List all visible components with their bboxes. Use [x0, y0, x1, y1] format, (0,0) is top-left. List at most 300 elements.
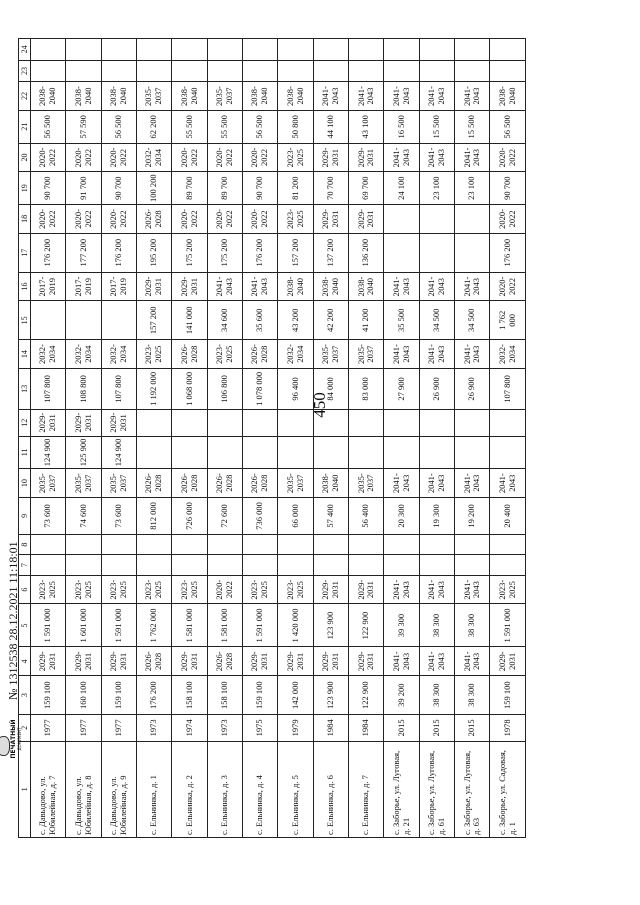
table-cell: 42 200 [313, 301, 348, 340]
table-cell: 26 900 [419, 368, 454, 409]
table-cell: 2038-2040 [278, 272, 313, 301]
table-cell: 2020-2022 [66, 143, 101, 172]
table-cell: 123 900 [313, 604, 348, 647]
column-number: 18 [19, 205, 31, 234]
table-cell: 15 500 [419, 110, 454, 143]
table-cell: 1975 [243, 715, 278, 742]
table-cell: 90 700 [490, 172, 526, 205]
table-cell: 89 700 [172, 172, 207, 205]
table-cell: 41 200 [349, 301, 384, 340]
schedule-table [18, 38, 526, 838]
table-cell [243, 60, 278, 82]
table-cell [455, 233, 490, 272]
table-row [207, 39, 242, 838]
table-cell: 2035-2037 [349, 340, 384, 369]
table-cell [207, 555, 242, 575]
table-cell: 2038-2040 [31, 82, 66, 111]
table-cell [455, 534, 490, 554]
page-number: 450 [310, 392, 329, 418]
table-cell: 70 700 [313, 172, 348, 205]
table-cell: 1 078 000 [243, 368, 278, 409]
table-cell: 2020-2022 [31, 143, 66, 172]
table-cell: 2038-2040 [101, 82, 136, 111]
table-cell: 2035-2037 [66, 469, 101, 498]
table-cell: 72 600 [207, 497, 242, 534]
table-cell: 15 500 [455, 110, 490, 143]
table-cell: 2029-2031 [66, 409, 101, 436]
table-row [384, 39, 419, 838]
column-number: 2 [19, 715, 31, 742]
table-cell: 726 000 [172, 497, 207, 534]
table-cell: 2023-2025 [137, 340, 172, 369]
table-cell: 2026-2028 [207, 647, 242, 676]
table-cell: 1974 [172, 715, 207, 742]
table-cell: 2038-2040 [243, 82, 278, 111]
table-cell [349, 555, 384, 575]
table-cell: 38 300 [419, 676, 454, 715]
table-row [172, 39, 207, 838]
table-cell: 2017-2019 [31, 272, 66, 301]
table-cell [419, 205, 454, 234]
table-cell: 2020-2022 [172, 205, 207, 234]
table-cell: 16 500 [384, 110, 419, 143]
table-cell: 34 600 [207, 301, 242, 340]
table-row [137, 39, 172, 838]
table-cell [349, 60, 384, 82]
table-cell [31, 555, 66, 575]
table-cell [419, 39, 454, 61]
table-cell [384, 205, 419, 234]
table-cell [419, 60, 454, 82]
table-cell: 2041-2043 [384, 469, 419, 498]
table-cell: 107 800 [31, 368, 66, 409]
table-cell [349, 534, 384, 554]
address-cell: с. Давыдово, ул. Юбилейная, д. 9 [101, 741, 136, 837]
table-cell [490, 60, 526, 82]
table-cell: 1 420 000 [278, 604, 313, 647]
address-cell: с. Ельнинка, д. 3 [207, 741, 242, 837]
table-cell: 158 100 [172, 676, 207, 715]
table-cell: 34 500 [455, 301, 490, 340]
column-number: 13 [19, 368, 31, 409]
table-cell: 2035-2037 [278, 469, 313, 498]
table-cell [278, 60, 313, 82]
table-cell: 26 900 [455, 368, 490, 409]
table-cell [101, 39, 136, 61]
table-cell: 2015 [419, 715, 454, 742]
table-cell: 2026-2028 [172, 469, 207, 498]
table-cell: 2029-2031 [349, 143, 384, 172]
table-cell: 123 900 [313, 676, 348, 715]
table-cell: 1977 [31, 715, 66, 742]
table-cell: 2041-2043 [455, 272, 490, 301]
table-cell: 2035-2037 [101, 469, 136, 498]
address-cell: с. Заборье, ул. Луговая, д. 61 [419, 741, 454, 837]
table-cell: 2026-2028 [243, 340, 278, 369]
column-number: 20 [19, 143, 31, 172]
table-cell [66, 555, 101, 575]
table-cell: 2020-2022 [490, 143, 526, 172]
table-cell: 160 100 [66, 676, 101, 715]
table-cell [384, 436, 419, 469]
table-cell: 2038-2040 [66, 82, 101, 111]
table-cell [137, 555, 172, 575]
column-number: 1 [19, 741, 31, 837]
table-cell: 23 100 [419, 172, 454, 205]
table-cell: 56 400 [349, 497, 384, 534]
table-cell: 73 600 [101, 497, 136, 534]
table-cell: 2041-2043 [243, 272, 278, 301]
table-cell [66, 301, 101, 340]
table-cell: 1 192 000 [137, 368, 172, 409]
table-cell [419, 436, 454, 469]
table-cell: 2041-2043 [384, 575, 419, 604]
address-cell: с. Ельнинка, д. 1 [137, 741, 172, 837]
table-cell: 24 100 [384, 172, 419, 205]
table-cell: 2041-2043 [419, 575, 454, 604]
table-cell: 90 700 [31, 172, 66, 205]
table-cell: 38 300 [455, 604, 490, 647]
table-cell: 2026-2028 [243, 469, 278, 498]
table-cell: 2020-2022 [66, 205, 101, 234]
table-cell [172, 409, 207, 436]
table-cell: 2029-2031 [31, 409, 66, 436]
table-cell: 107 800 [101, 368, 136, 409]
table-cell: 38 300 [419, 604, 454, 647]
table-cell: 1 762 000 [490, 301, 526, 340]
table-cell [172, 436, 207, 469]
table-cell: 89 700 [207, 172, 242, 205]
table-cell: 2035-2037 [137, 82, 172, 111]
address-cell: с. Ельнинка, д. 7 [349, 741, 384, 837]
table-cell: 1977 [101, 715, 136, 742]
table-cell: 2023-2025 [207, 340, 242, 369]
table-cell: 176 200 [31, 233, 66, 272]
table-cell: 38 300 [455, 676, 490, 715]
table-cell: 2015 [384, 715, 419, 742]
table-cell: 2041-2043 [207, 272, 242, 301]
table-cell: 2041-2043 [419, 82, 454, 111]
table-cell: 2017-2019 [101, 272, 136, 301]
table-cell: 1977 [66, 715, 101, 742]
table-cell [31, 60, 66, 82]
table-cell: 2023-2025 [66, 575, 101, 604]
table-cell: 2035-2037 [313, 340, 348, 369]
table-cell [455, 39, 490, 61]
table-cell: 2020-2022 [243, 205, 278, 234]
table-cell: 2038-2040 [172, 82, 207, 111]
table-cell: 1 591 000 [101, 604, 136, 647]
table-cell: 2041-2043 [455, 469, 490, 498]
table-cell: 39 200 [384, 676, 419, 715]
table-cell: 1984 [349, 715, 384, 742]
table-cell: 1 762 000 [137, 604, 172, 647]
table-row [101, 39, 136, 838]
table-cell [137, 436, 172, 469]
table-cell: 2041-2043 [384, 340, 419, 369]
table-cell [313, 60, 348, 82]
table-cell: 141 000 [172, 301, 207, 340]
table-cell: 43 200 [278, 301, 313, 340]
table-cell: 2029-2031 [278, 647, 313, 676]
column-number: 6 [19, 575, 31, 604]
table-cell: 2041-2043 [419, 272, 454, 301]
table-cell: 2026-2028 [137, 205, 172, 234]
table-cell [278, 555, 313, 575]
table-cell: 2020-2022 [101, 205, 136, 234]
table-cell: 176 200 [243, 233, 278, 272]
table-cell: 2041-2043 [384, 272, 419, 301]
table-cell: 39 300 [384, 604, 419, 647]
table-cell [278, 39, 313, 61]
table-cell: 2017-2019 [66, 272, 101, 301]
table-cell: 2020-2022 [172, 143, 207, 172]
table-cell [313, 555, 348, 575]
table-cell [66, 60, 101, 82]
table-cell [419, 233, 454, 272]
table-cell [207, 436, 242, 469]
table-cell [101, 60, 136, 82]
table-cell: 2029-2031 [490, 647, 526, 676]
column-number: 22 [19, 82, 31, 111]
address-cell: с. Ельнинка, д. 5 [278, 741, 313, 837]
table-cell [313, 534, 348, 554]
table-cell [243, 436, 278, 469]
table-cell: 2032-2034 [66, 340, 101, 369]
address-cell: с. Ельнинка, д. 4 [243, 741, 278, 837]
table-cell: 2015 [455, 715, 490, 742]
address-cell: с. Ельнинка, д. 6 [313, 741, 348, 837]
table-cell: 81 200 [278, 172, 313, 205]
table-cell: 69 700 [349, 172, 384, 205]
table-cell: 2032-2034 [137, 143, 172, 172]
table-cell [172, 60, 207, 82]
table-cell: 73 600 [31, 497, 66, 534]
table-cell: 107 800 [490, 368, 526, 409]
table-cell [455, 205, 490, 234]
column-number: 12 [19, 409, 31, 436]
table-cell: 159 100 [490, 676, 526, 715]
table-cell: 1978 [490, 715, 526, 742]
table-cell: 2029-2031 [172, 647, 207, 676]
table-cell [207, 534, 242, 554]
table-cell: 44 100 [313, 110, 348, 143]
table-cell: 176 200 [101, 233, 136, 272]
table-cell: 2029-2031 [349, 205, 384, 234]
table-cell [31, 301, 66, 340]
table-cell: 1973 [207, 715, 242, 742]
table-cell: 56 500 [101, 110, 136, 143]
stamp-line-2: ДОКУМЕНТ [17, 727, 22, 751]
table-cell [66, 534, 101, 554]
table-cell [490, 39, 526, 61]
table-cell: 2032-2034 [31, 340, 66, 369]
table-cell: 122 900 [349, 604, 384, 647]
table-cell: 2029-2031 [137, 272, 172, 301]
table-cell: 2032-2034 [278, 340, 313, 369]
table-cell [137, 534, 172, 554]
table-cell: 2020-2022 [490, 205, 526, 234]
table-cell: 2041-2043 [455, 647, 490, 676]
table-cell: 2029-2031 [172, 272, 207, 301]
table-cell: 124 900 [101, 436, 136, 469]
table-row [455, 39, 490, 838]
table-cell: 2020-2022 [207, 575, 242, 604]
table-cell: 2023-2025 [243, 575, 278, 604]
table-cell: 2023-2025 [172, 575, 207, 604]
table-cell: 2041-2043 [455, 575, 490, 604]
table-cell: 142 000 [278, 676, 313, 715]
table-cell: 175 200 [172, 233, 207, 272]
column-number: 23 [19, 60, 31, 82]
table-cell: 1 581 000 [172, 604, 207, 647]
column-number: 24 [19, 39, 31, 61]
table-cell: 2041-2043 [384, 647, 419, 676]
table-cell: 23 100 [455, 172, 490, 205]
table-cell: 2020-2022 [31, 205, 66, 234]
table-cell [419, 409, 454, 436]
table-cell: 2029-2031 [66, 647, 101, 676]
table-cell: 2032-2034 [490, 340, 526, 369]
table-cell: 2026-2028 [172, 340, 207, 369]
table-cell: 2026-2028 [207, 469, 242, 498]
table-cell: 812 000 [137, 497, 172, 534]
table-cell [455, 436, 490, 469]
column-number: 9 [19, 497, 31, 534]
emblem-icon [0, 736, 10, 756]
column-number: 5 [19, 604, 31, 647]
table-cell [66, 39, 101, 61]
table-cell: 100 200 [137, 172, 172, 205]
table-cell: 176 200 [137, 676, 172, 715]
table-cell: 2035-2037 [31, 469, 66, 498]
table-cell: 2038-2040 [349, 272, 384, 301]
table-cell [349, 409, 384, 436]
table-cell: 177 200 [66, 233, 101, 272]
table-cell: 1 591 000 [243, 604, 278, 647]
table-cell [384, 233, 419, 272]
stamp-line-1: ПЕЧАТНЫЙ [10, 719, 17, 759]
table-cell: 84 000 [313, 368, 348, 409]
address-cell: с. Ельнинка, д. 2 [172, 741, 207, 837]
table-cell: 2029-2031 [349, 575, 384, 604]
table-cell: 1979 [278, 715, 313, 742]
table-cell: 159 100 [101, 676, 136, 715]
table-cell: 20 300 [384, 497, 419, 534]
column-number: 10 [19, 469, 31, 498]
address-cell: с. Заборье, ул. Луговая, д. 63 [455, 741, 490, 837]
table-cell: 2029-2031 [101, 647, 136, 676]
table-cell [419, 555, 454, 575]
table-cell: 2041-2043 [349, 82, 384, 111]
table-cell: 1984 [313, 715, 348, 742]
table-cell: 159 100 [31, 676, 66, 715]
table-cell: 57 590 [66, 110, 101, 143]
column-number: 3 [19, 676, 31, 715]
table-cell: 736 000 [243, 497, 278, 534]
table-cell [243, 555, 278, 575]
table-cell: 2041-2043 [490, 469, 526, 498]
column-number: 19 [19, 172, 31, 205]
table-cell [101, 301, 136, 340]
table-cell: 50 800 [278, 110, 313, 143]
table-cell [384, 534, 419, 554]
table-cell [490, 409, 526, 436]
table-cell: 2029-2031 [313, 647, 348, 676]
table-cell [455, 555, 490, 575]
table-row [278, 39, 313, 838]
table-cell [313, 436, 348, 469]
table-cell: 90 700 [101, 172, 136, 205]
table-cell [31, 534, 66, 554]
table-cell: 34 500 [419, 301, 454, 340]
table-cell [31, 39, 66, 61]
table-cell [137, 409, 172, 436]
table-row [490, 39, 526, 838]
table-cell: 2029-2031 [243, 647, 278, 676]
table-cell: 2038-2040 [278, 82, 313, 111]
table-cell: 66 000 [278, 497, 313, 534]
table-cell: 35 600 [243, 301, 278, 340]
table-cell: 1 068 000 [172, 368, 207, 409]
table-cell: 2020-2022 [490, 272, 526, 301]
table-cell [278, 436, 313, 469]
table-cell [207, 39, 242, 61]
table-cell: 125 900 [66, 436, 101, 469]
table-cell: 2026-2028 [137, 469, 172, 498]
table-cell [101, 555, 136, 575]
table-cell: 57 400 [313, 497, 348, 534]
column-number: 8 [19, 534, 31, 554]
table-row [419, 39, 454, 838]
address-cell: с. Заборье, ул. Луговая, д. 21 [384, 741, 419, 837]
table-cell: 2029-2031 [313, 205, 348, 234]
table-cell: 157 200 [137, 301, 172, 340]
column-number: 14 [19, 340, 31, 369]
document-stamp [0, 708, 24, 770]
table-cell [313, 39, 348, 61]
table-cell [137, 60, 172, 82]
address-cell: с. Давыдово, ул. Юбилейная, д. 8 [66, 741, 101, 837]
table-cell: 2029-2031 [313, 143, 348, 172]
address-cell: с. Заборье, ул. Садовая, д. 1 [490, 741, 526, 837]
table-cell [101, 534, 136, 554]
table-cell [349, 39, 384, 61]
table-cell: 2020-2022 [207, 205, 242, 234]
table-cell: 2035-2037 [207, 82, 242, 111]
table-cell: 1 591 000 [490, 604, 526, 647]
table-cell: 175 200 [207, 233, 242, 272]
column-number: 16 [19, 272, 31, 301]
table-cell: 2020-2022 [207, 143, 242, 172]
document-number: № 1312538 28.12.2021 11:18:01 [6, 541, 20, 700]
table-cell: 136 200 [349, 233, 384, 272]
table-cell: 20 400 [490, 497, 526, 534]
table-cell [207, 60, 242, 82]
table-cell: 2032-2034 [101, 340, 136, 369]
table-cell [278, 534, 313, 554]
table-cell [384, 555, 419, 575]
table-cell: 35 500 [384, 301, 419, 340]
table-cell: 74 600 [66, 497, 101, 534]
table-cell: 62 200 [137, 110, 172, 143]
table-cell: 2023-2025 [137, 575, 172, 604]
table-cell: 2041-2043 [455, 340, 490, 369]
column-number: 21 [19, 110, 31, 143]
table-cell: 2020-2022 [101, 143, 136, 172]
table-cell: 90 700 [243, 172, 278, 205]
table-cell: 195 200 [137, 233, 172, 272]
